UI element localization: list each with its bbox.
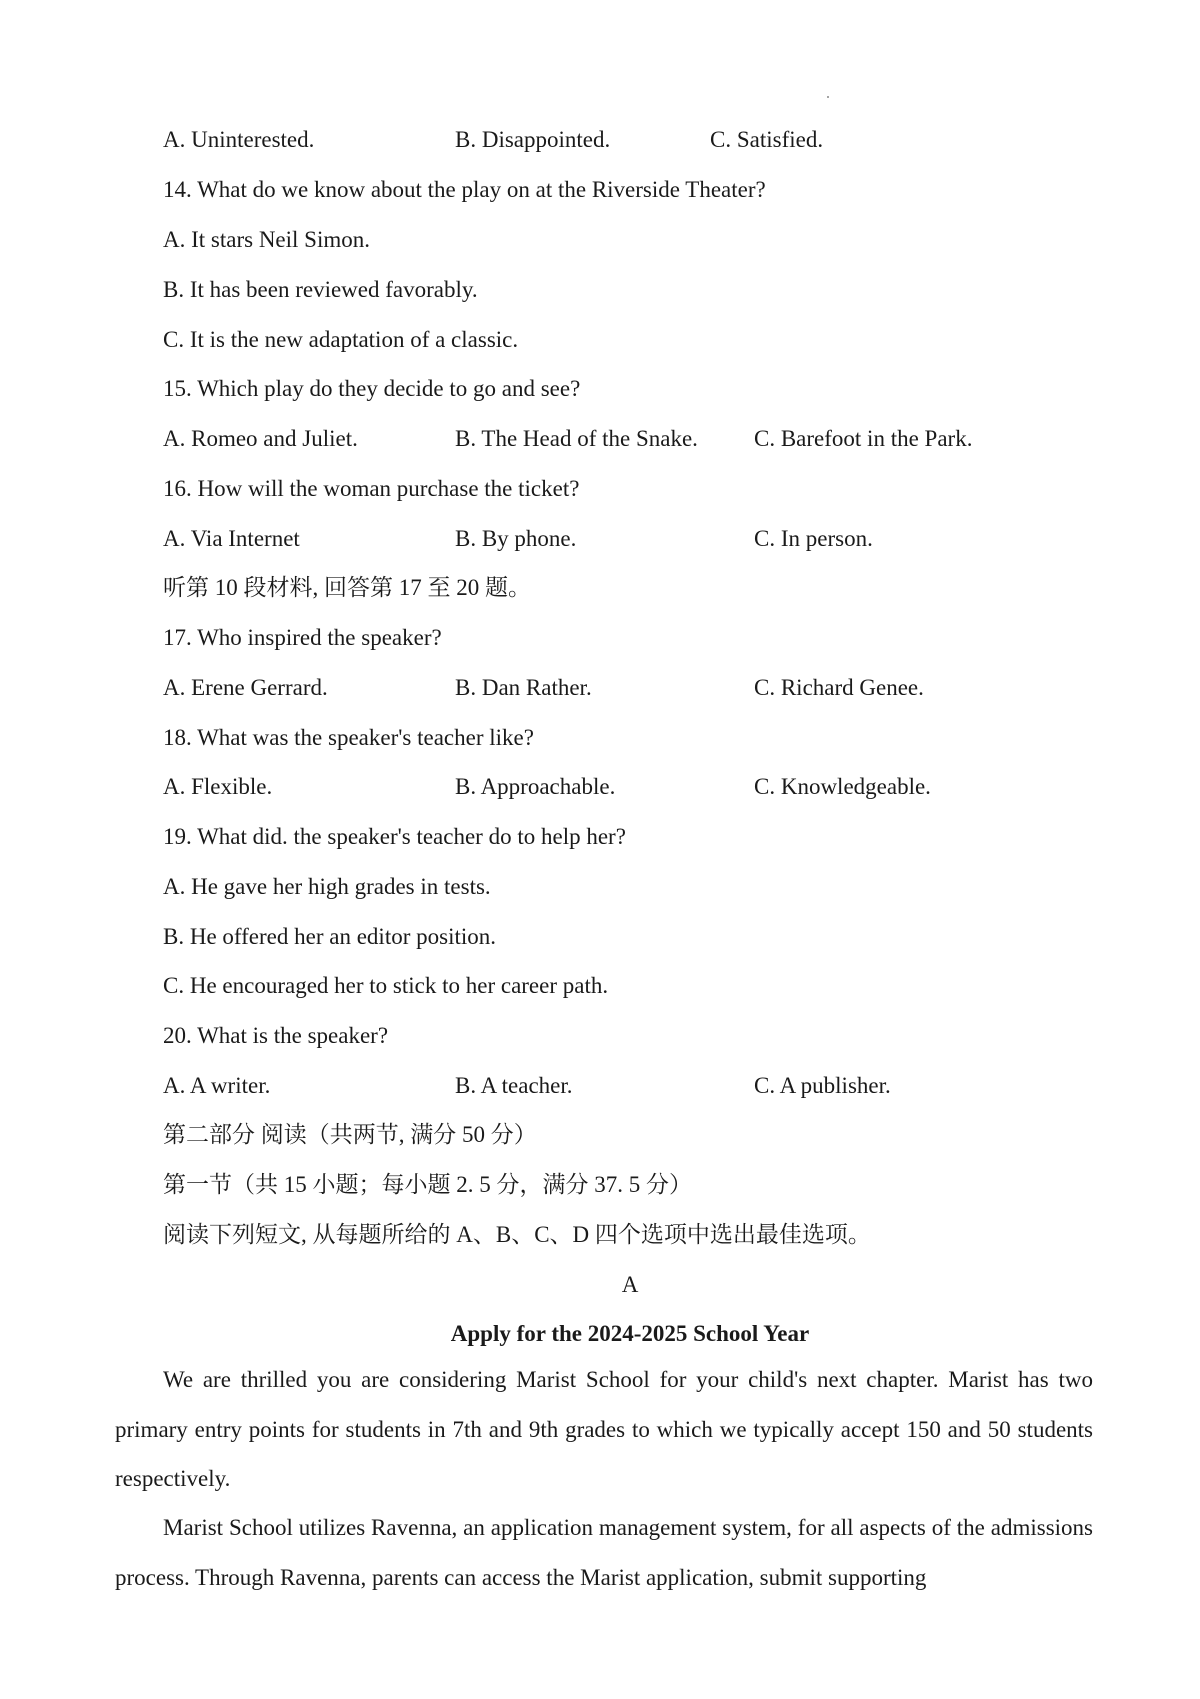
q15-option-c: C. Barefoot in the Park. — [754, 426, 973, 451]
q20-option-c: C. A publisher. — [754, 1073, 891, 1098]
q14-option-a: A. It stars Neil Simon. — [163, 227, 370, 252]
q17-option-a: A. Erene Gerrard. — [163, 675, 328, 700]
q16-option-c: C. In person. — [754, 526, 873, 551]
passage-letter: A — [621, 1272, 639, 1297]
q20-option-b: B. A teacher. — [455, 1073, 573, 1098]
q18-option-a: A. Flexible. — [163, 774, 273, 799]
reading-instruction: 阅读下列短文, 从每题所给的 A、B、C、D 四个选项中选出最佳选项。 — [163, 1222, 871, 1247]
q19-option-c: C. He encouraged her to stick to her career path. — [163, 973, 609, 998]
q15-question: 15. Which play do they decide to go and see? — [163, 376, 581, 401]
q13-option-b: B. Disappointed. — [455, 127, 611, 152]
q18-options — [0, 772, 1200, 802]
passage-paragraph-2: Marist School utilizes Ravenna, an application management system, for all aspects of the admissions process. Through Ravenna, parents can access the Marist application, submit supporting — [115, 1515, 1093, 1590]
q15-option-b: B. The Head of the Snake. — [455, 426, 698, 451]
q17-option-c: C. Richard Genee. — [754, 675, 924, 700]
passage-paragraph-1: We are thrilled you are considering Marist School for your child's next chapter. Marist has two primary entry points for students in 7th and 9th grades to which we typically accept 150 and 50 students respectively. — [115, 1367, 1093, 1491]
q20-option-a: A. A writer. — [163, 1073, 271, 1098]
q17-options — [0, 673, 1200, 703]
section10-instruction: 听第 10 段材料, 回答第 17 至 20 题。 — [163, 575, 531, 600]
q19-option-a: A. He gave her high grades in tests. — [163, 874, 491, 899]
q16-options — [0, 524, 1200, 554]
q13-options — [0, 125, 1200, 155]
q14-option-b: B. It has been reviewed favorably. — [163, 277, 478, 302]
section1-heading: 第一节（共 15 小题；每小题 2. 5 分，满分 37. 5 分） — [163, 1172, 692, 1197]
q15-option-a: A. Romeo and Juliet. — [163, 426, 358, 451]
q18-option-b: B. Approachable. — [455, 774, 616, 799]
scan-speck — [827, 96, 829, 98]
q16-option-a: A. Via Internet — [163, 526, 300, 551]
q17-option-b: B. Dan Rather. — [455, 675, 592, 700]
part2-heading: 第二部分 阅读（共两节, 满分 50 分） — [163, 1122, 537, 1147]
q18-option-c: C. Knowledgeable. — [754, 774, 931, 799]
q20-options — [0, 1071, 1200, 1101]
q19-question: 19. What did. the speaker's teacher do to help her? — [163, 824, 626, 849]
q17-question: 17. Who inspired the speaker? — [163, 625, 442, 650]
q14-question: 14. What do we know about the play on at the Riverside Theater? — [163, 177, 766, 202]
q14-option-c: C. It is the new adaptation of a classic. — [163, 327, 519, 352]
q13-option-a: A. Uninterested. — [163, 127, 315, 152]
q15-options — [0, 424, 1200, 454]
q16-question: 16. How will the woman purchase the ticket? — [163, 476, 580, 501]
q20-question: 20. What is the speaker? — [163, 1023, 389, 1048]
q19-option-b: B. He offered her an editor position. — [163, 924, 496, 949]
q16-option-b: B. By phone. — [455, 526, 577, 551]
passage-title: Apply for the 2024-2025 School Year — [450, 1321, 810, 1346]
q13-option-c: C. Satisfied. — [710, 127, 824, 152]
q18-question: 18. What was the speaker's teacher like? — [163, 725, 534, 750]
